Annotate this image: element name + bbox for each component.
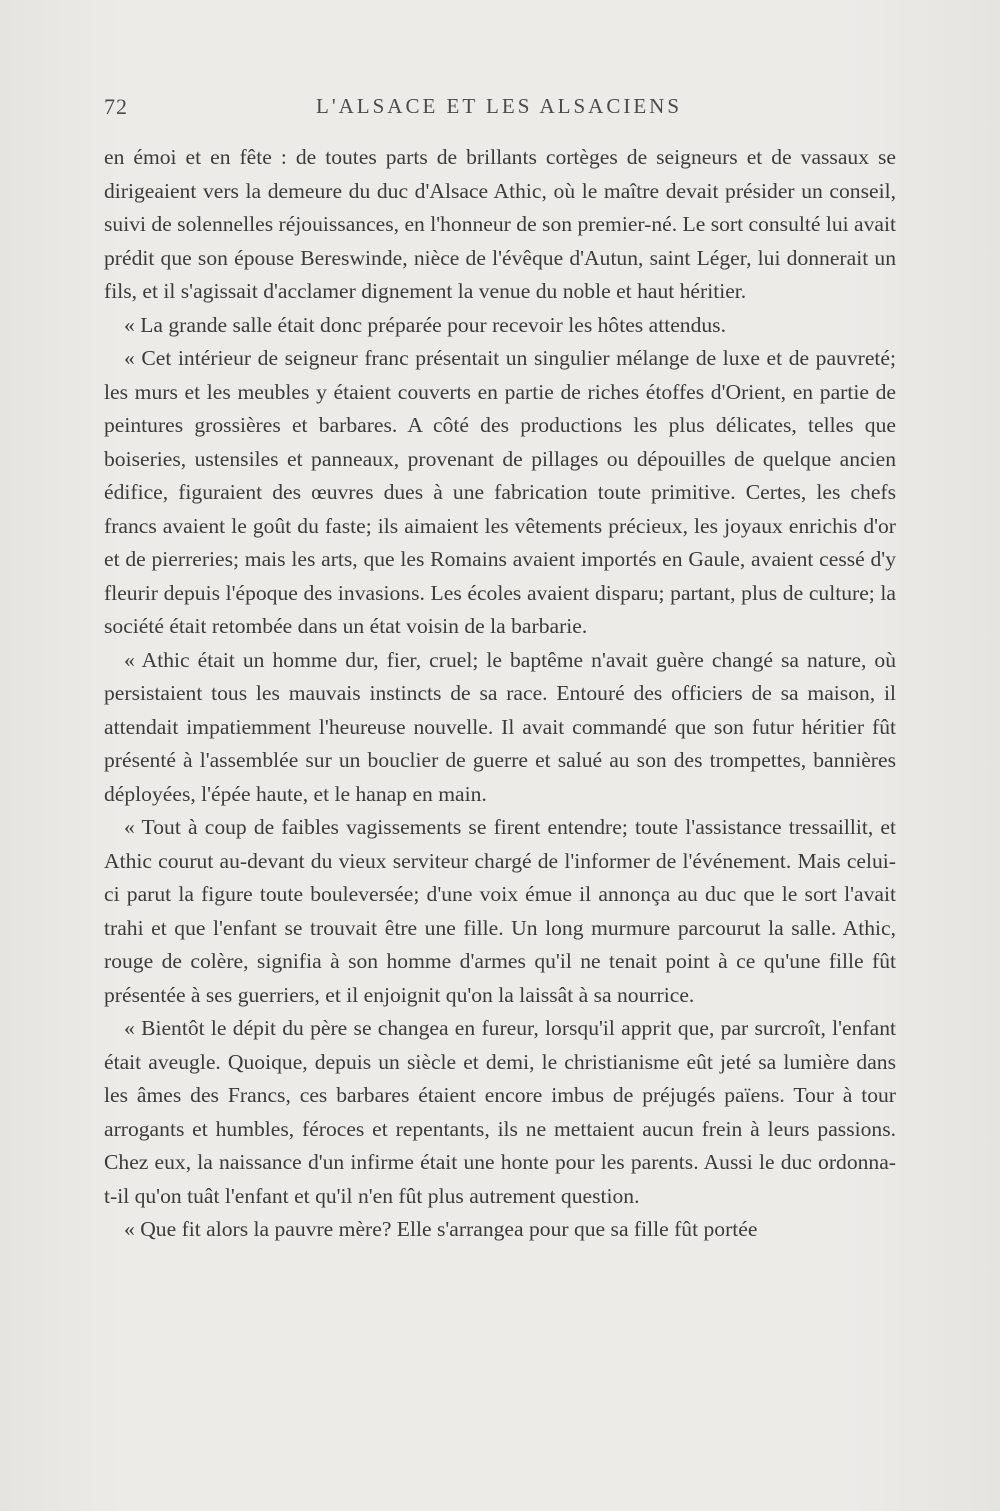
paragraph: « Bientôt le dépit du père se changea en fureur, lorsqu'il apprit que, par surcroît, l'enfant était aveugle. Quoique, depuis un siècle et demi, le christianisme eût jeté sa lumière dans les âmes des Francs, ces barbares étaient encore imbus de préjugés païens. Tour à tour arrogants et humbles, féroces et repentants, ils ne mettaient aucun frein à leurs passions. Chez eux, la naissance d'un infirme était une honte pour les parents. Aussi le duc ordonna-t-il qu'on tuât l'enfant et qu'il n'en fût plus autrement question.: [104, 1016, 896, 1208]
paragraph: « Tout à coup de faibles vagissements se firent entendre; toute l'assistance tressaillit, et Athic courut au-devant du vieux serviteur chargé de l'informer de l'événement. Mais celui-ci parut la figure toute bouleversée; d'une voix émue il annonça au duc que le sort l'avait trahi et que l'enfant se trouvait être une fille. Un long murmure parcourut la salle. Athic, rouge de colère, signifia à son homme d'armes qu'il ne tenait point à ce qu'une fille fût présentée à ses guerriers, et il enjoignit qu'on la laissât à sa nourrice.: [104, 815, 896, 1007]
running-title: L'ALSACE ET LES ALSACIENS: [316, 94, 682, 118]
running-head: [104, 94, 894, 122]
page-number: 72: [104, 94, 128, 119]
paragraph: en émoi et en fête : de toutes parts de brillants cortèges de seigneurs et de vassaux se dirigeaient vers la demeure du duc d'Alsace Athic, où le maître devait présider un conseil, suivi de solennelles réjouissances, en l'honneur de son premier-né. Le sort consulté lui avait prédit que son épouse Bereswinde, nièce de l'évêque d'Autun, saint Léger, lui donnerait un fils, et il s'agissait d'acclamer dignement la venue du noble et haut héritier.: [104, 145, 897, 303]
paragraph: « Athic était un homme dur, fier, cruel; le baptême n'avait guère changé sa nature, où persistaient tous les mauvais instincts de sa race. Entouré des officiers de sa maison, il attendait impatiemment l'heureuse nouvelle. Il avait commandé que son futur héritier fût présenté à l'assemblée sur un bouclier de guerre et salué au son des trompettes, bannières déployées, l'épée haute, et le hanap en main.: [104, 647, 896, 806]
paragraph: « La grande salle était donc préparée pour recevoir les hôtes attendus.: [124, 312, 726, 337]
body-text: [104, 141, 896, 1247]
paragraph: « Cet intérieur de seigneur franc présentait un singulier mélange de luxe et de pauvreté; les murs et les meubles y étaient couverts en partie de riches étoffes d'Orient, en partie de peintures grossières et barbares. A côté des productions les plus délicates, telles que boiseries, ustensiles et panneaux, provenant de pillages ou dépouilles de quelque ancien édifice, figuraient des œuvres dues à une fabrication toute primitive. Certes, les chefs francs avaient le goût du faste; ils aimaient les vêtements précieux, les joyaux enrichis d'or et de pierreries; mais les arts, que les Romains avaient importés en Gaule, avaient cessé d'y fleurir depuis l'époque des invasions. Les écoles avaient disparu; partant, plus de culture; la société était retombée dans un état voisin de la barbarie.: [104, 346, 896, 638]
paragraph: « Que fit alors la pauvre mère? Elle s'arrangea pour que sa fille fût portée: [124, 1217, 758, 1241]
